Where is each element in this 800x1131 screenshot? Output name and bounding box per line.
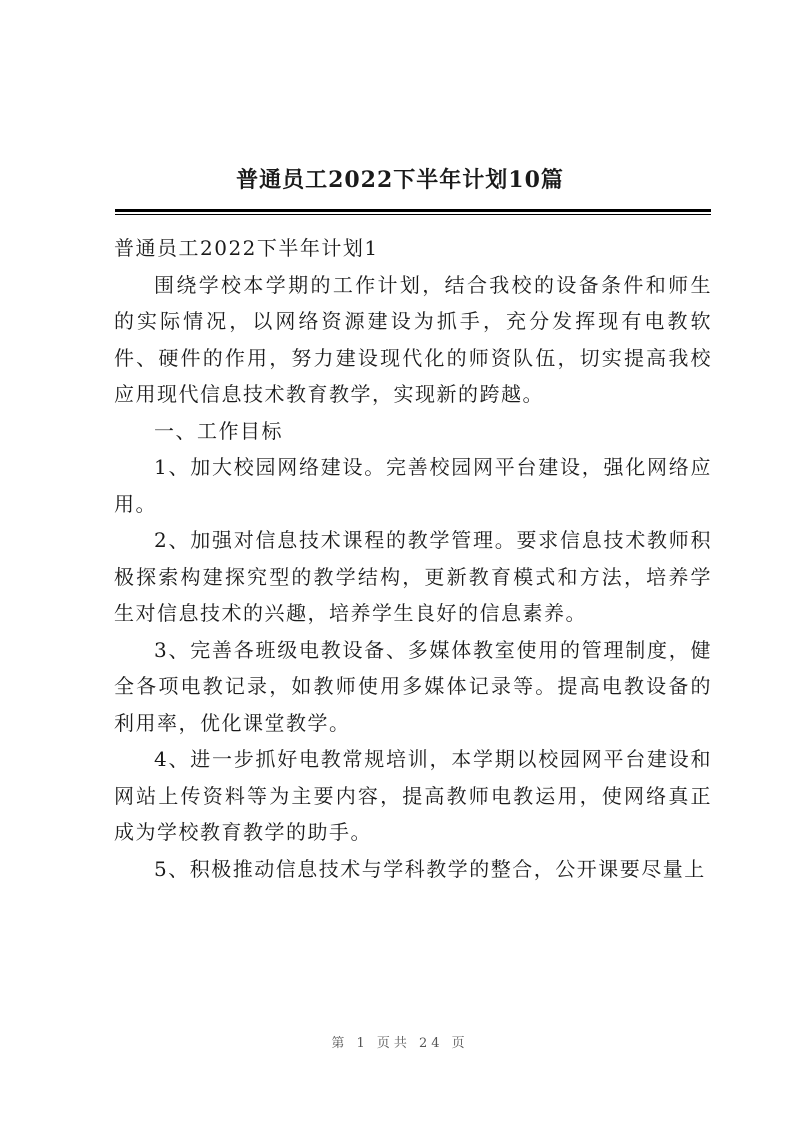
page-footer: 第 1 页共 24 页 [331,1036,469,1051]
paragraph-goal-1: 1、加大校园网络建设。完善校园网平台建设，强化网络应用。 [114,455,712,516]
paragraph-goal-2: 2、加强对信息技术课程的教学管理。要求信息技术教师积极探索构建探究型的教学结构，更新教育模式和方法，培养学生对信息技术的兴趣，培养学生良好的信息素养。 [114,528,712,625]
document-title: 普通员工2022下半年计划10篇 [236,167,564,193]
title-divider-thin [115,214,711,215]
paragraph-intro: 围绕学校本学期的工作计划，结合我校的设备条件和师生的实际情况，以网络资源建设为抓手，充分发挥现有电教软件、硬件的作用，努力建设现代化的师资队伍，切实提高我校应用现代信息技术教育教学，实现新的跨越。 [114,272,712,406]
paragraph-goal-5: 5、积极推动信息技术与学科教学的整合，公开课要尽量上 [154,856,706,881]
document-body [114,230,712,887]
title-divider-thick [115,209,711,212]
paragraph-goal-3: 3、完善各班级电教设备、多媒体教室使用的管理制度，健全各项电教记录，如教师使用多媒体记录等。提高电教设备的利用率，优化课堂教学。 [114,637,712,735]
section-heading: 普通员工2022下半年计划1 [114,236,379,260]
paragraph-goal-4: 4、进一步抓好电教常规培训，本学期以校园网平台建设和网站上传资料等为主要内容，提高教师电教运用，使网络真正成为学校教育教学的助手。 [114,747,712,844]
paragraph-heading-goals: 一、工作目标 [154,418,283,443]
